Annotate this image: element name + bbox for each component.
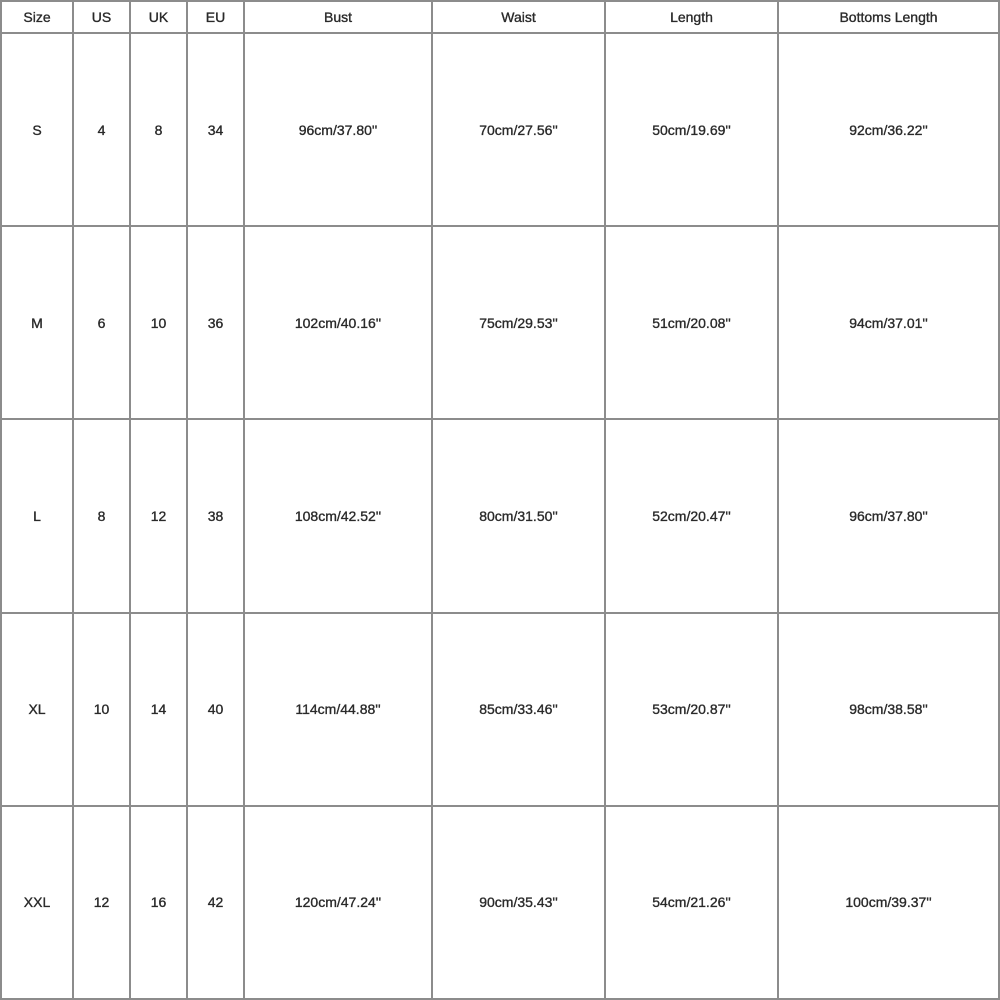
cell-size: XXL: [2, 807, 74, 1000]
cell-uk: 12: [131, 420, 188, 613]
cell-eu: 40: [188, 614, 245, 807]
cell-us: 12: [74, 807, 131, 1000]
cell-size: L: [2, 420, 74, 613]
cell-waist: 70cm/27.56'': [433, 34, 606, 227]
cell-length: 52cm/20.47'': [606, 420, 779, 613]
table-row: [2, 420, 1000, 613]
cell-uk: 16: [131, 807, 188, 1000]
cell-length: 53cm/20.87'': [606, 614, 779, 807]
header-size: Size: [2, 2, 74, 34]
cell-bust: 120cm/47.24'': [245, 807, 433, 1000]
cell-length: 51cm/20.08'': [606, 227, 779, 420]
header-waist: Waist: [433, 2, 606, 34]
cell-bottoms-length: 98cm/38.58'': [779, 614, 1000, 807]
header-row: [2, 2, 1000, 34]
cell-bust: 96cm/37.80'': [245, 34, 433, 227]
cell-uk: 14: [131, 614, 188, 807]
cell-waist: 85cm/33.46'': [433, 614, 606, 807]
cell-size: S: [2, 34, 74, 227]
cell-size: XL: [2, 614, 74, 807]
cell-waist: 80cm/31.50'': [433, 420, 606, 613]
cell-bottoms-length: 94cm/37.01'': [779, 227, 1000, 420]
header-bust: Bust: [245, 2, 433, 34]
cell-uk: 10: [131, 227, 188, 420]
cell-waist: 90cm/35.43'': [433, 807, 606, 1000]
table-row: [2, 807, 1000, 1000]
cell-bottoms-length: 100cm/39.37'': [779, 807, 1000, 1000]
cell-bust: 108cm/42.52'': [245, 420, 433, 613]
header-length: Length: [606, 2, 779, 34]
header-uk: UK: [131, 2, 188, 34]
cell-eu: 36: [188, 227, 245, 420]
cell-eu: 42: [188, 807, 245, 1000]
cell-us: 8: [74, 420, 131, 613]
table-row: [2, 614, 1000, 807]
cell-waist: 75cm/29.53'': [433, 227, 606, 420]
header-eu: EU: [188, 2, 245, 34]
cell-length: 50cm/19.69'': [606, 34, 779, 227]
cell-bottoms-length: 92cm/36.22'': [779, 34, 1000, 227]
table-row: [2, 227, 1000, 420]
cell-us: 6: [74, 227, 131, 420]
cell-bust: 102cm/40.16'': [245, 227, 433, 420]
table-row: [2, 34, 1000, 227]
cell-size: M: [2, 227, 74, 420]
cell-eu: 34: [188, 34, 245, 227]
cell-bottoms-length: 96cm/37.80'': [779, 420, 1000, 613]
cell-length: 54cm/21.26'': [606, 807, 779, 1000]
cell-us: 4: [74, 34, 131, 227]
cell-bust: 114cm/44.88'': [245, 614, 433, 807]
cell-us: 10: [74, 614, 131, 807]
cell-uk: 8: [131, 34, 188, 227]
header-us: US: [74, 2, 131, 34]
header-bottoms-length: Bottoms Length: [779, 2, 1000, 34]
cell-eu: 38: [188, 420, 245, 613]
